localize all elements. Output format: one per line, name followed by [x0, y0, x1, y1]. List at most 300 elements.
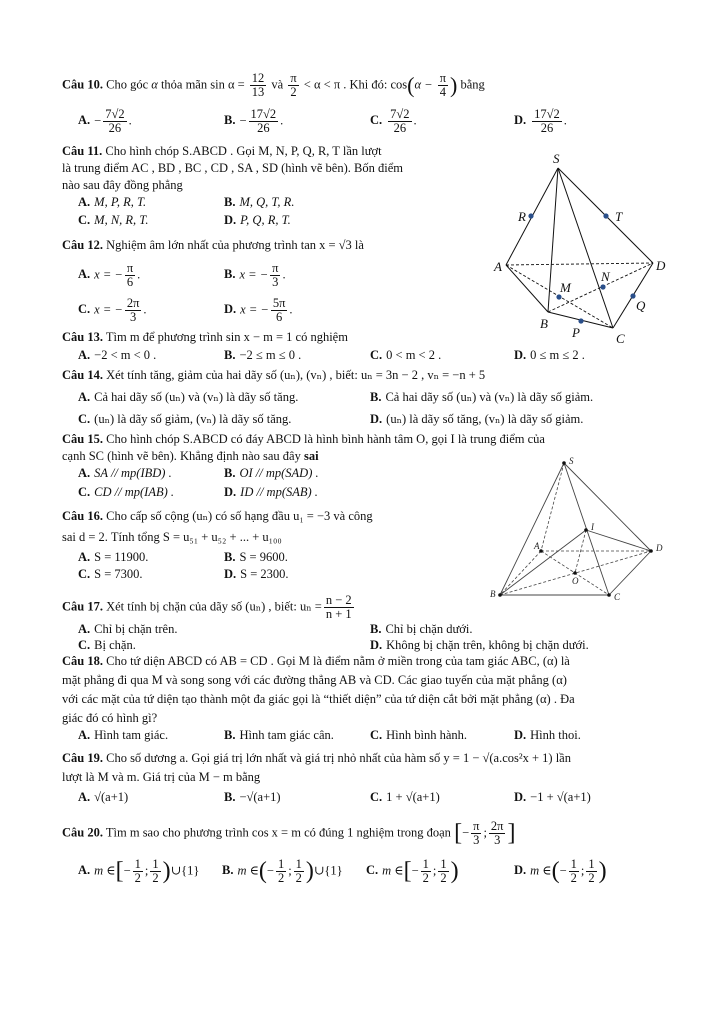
option-label: D.	[514, 728, 527, 742]
fraction	[271, 297, 288, 324]
question-number: Câu 13.	[62, 330, 103, 344]
num: 1	[295, 857, 302, 871]
option-d[interactable]	[514, 728, 581, 743]
option-b[interactable]	[224, 348, 301, 363]
text: lượt là M và m. Giá trị của M − m bằng	[62, 770, 261, 784]
option-text: Chỉ bị chặn dưới.	[385, 622, 473, 636]
option-label: B.	[370, 390, 382, 404]
option-label: A.	[78, 195, 91, 209]
num: n − 2	[325, 593, 352, 607]
option-b[interactable]	[224, 195, 294, 210]
fraction	[133, 858, 143, 885]
option-a[interactable]: A. m ∈[− $\frac{1}{2}$ ; $\frac{1}{2}$ )∪{1}	[78, 857, 200, 885]
label-q: Q	[636, 298, 646, 313]
option-c[interactable]: C. $\frac{7√2}{26}$ .	[370, 107, 417, 135]
option-label: C.	[78, 567, 91, 581]
label-m: M	[560, 280, 571, 295]
bracket: )	[450, 858, 459, 884]
option-text: Cả hai dãy số (uₙ) và (vₙ) là dãy số giảm.	[385, 390, 594, 404]
option-text: SA // mp(IBD) .	[94, 466, 172, 480]
option-label: B.	[370, 622, 382, 636]
fraction	[532, 108, 562, 135]
edge-sb	[500, 463, 564, 595]
option-text: ID // mp(SAB) .	[240, 485, 318, 499]
label-o: O	[572, 576, 579, 586]
label-s: S	[569, 456, 574, 466]
text: giác đó có hình gì?	[62, 711, 158, 725]
text: Nghiệm âm lớn nhất của phương trình tan x = √3 là	[106, 238, 364, 252]
option-label: A.	[78, 728, 91, 742]
option-text: OI // mp(SAD) .	[239, 466, 319, 480]
num: 5π	[272, 296, 286, 310]
point-t	[603, 213, 608, 218]
option-label: D.	[224, 213, 237, 227]
fraction	[150, 858, 160, 885]
option-text: M, Q, T, R.	[239, 195, 295, 209]
den: 26	[540, 121, 554, 135]
math: α −	[414, 77, 433, 92]
text: Xét tính tăng, giảm của hai dãy số (uₙ), (vₙ) , biết: uₙ = 3n − 2 , vₙ = −n + 5	[106, 368, 486, 382]
option-label: D.	[224, 302, 237, 317]
option-label: B.	[222, 863, 234, 878]
text: nào sau đây đồng phẳng	[62, 178, 183, 192]
option-text: S = 11900.	[94, 550, 149, 564]
option-d[interactable]	[514, 790, 591, 805]
option-text: Chỉ bị chặn trên.	[94, 622, 178, 636]
point-s	[562, 461, 566, 465]
num: π	[473, 819, 480, 833]
option-text: (uₙ) là dãy số giảm, (vₙ) là dãy số tăng.	[94, 412, 292, 426]
option-c[interactable]	[370, 728, 467, 743]
option-label: D.	[224, 485, 237, 499]
option-text: m ∈	[94, 863, 116, 878]
suffix: ∪{1}	[170, 863, 200, 878]
option-text: m ∈	[530, 863, 552, 878]
fraction	[288, 72, 298, 99]
fraction	[125, 297, 142, 324]
num: 1	[134, 857, 141, 871]
edge-cd	[609, 551, 651, 595]
label-c: C	[616, 331, 625, 346]
question-19-line-2	[62, 770, 260, 785]
option-d[interactable]	[224, 213, 291, 228]
den: 2	[570, 871, 577, 885]
option-label: C.	[78, 302, 91, 317]
option-label: D.	[370, 412, 383, 426]
option-text: Hình tam giác.	[94, 728, 169, 742]
num: 7√2	[105, 107, 125, 121]
option-a[interactable]: A. − $\frac{7√2}{26}$ .	[78, 107, 132, 135]
option-text: Không bị chặn trên, không bị chặn dưới.	[386, 638, 589, 652]
num: 7√2	[390, 107, 410, 121]
fraction	[388, 108, 411, 135]
option-b[interactable]	[224, 790, 281, 805]
den: 2	[134, 871, 141, 885]
option-c[interactable]	[370, 790, 440, 805]
text: thỏa mãn sin α =	[160, 77, 245, 92]
label-b: B	[540, 316, 548, 331]
question-18-line-1	[62, 654, 570, 669]
den: 13	[251, 85, 265, 99]
option-c[interactable]	[78, 638, 136, 653]
option-a[interactable]	[78, 728, 168, 743]
fraction	[324, 594, 354, 621]
option-b[interactable]	[370, 622, 472, 637]
den: 2	[588, 871, 595, 885]
option-label: B.	[224, 466, 236, 480]
label-i: I	[591, 522, 594, 532]
num: 1	[152, 857, 159, 871]
sign: −	[94, 113, 102, 128]
option-label: C.	[366, 863, 379, 878]
option-label: C.	[78, 485, 91, 499]
text: với các mặt của tứ diện tạo thành một đa giác gọi là “thiết diện” của tứ diện cắt bởi mặt phẳng (α) . Đa	[62, 692, 575, 706]
label-t: T	[615, 209, 623, 224]
den: 2	[290, 85, 297, 99]
option-text: −√(a+1)	[239, 790, 281, 804]
num: 1	[277, 857, 285, 871]
option-label: D.	[224, 567, 237, 581]
option-label: C.	[78, 412, 91, 426]
option-label: B.	[224, 195, 236, 209]
option-c[interactable]: C. x = − $\frac{2\pi}{3}$ .	[78, 296, 147, 324]
edge-ab	[506, 265, 548, 312]
bracket: [	[115, 858, 124, 884]
point-p	[578, 318, 583, 323]
option-label: A.	[78, 267, 91, 282]
bracket: ]	[507, 820, 516, 846]
question-10-stem	[62, 72, 485, 99]
option-c[interactable]	[78, 213, 148, 228]
label-c: C	[614, 592, 621, 602]
option-c[interactable]	[78, 567, 143, 582]
label-a: A	[494, 259, 502, 274]
pyramid-figure-2	[480, 450, 680, 610]
bracket: )	[162, 858, 171, 884]
text: Tìm m sao cho phương trình cos x = m có đúng 1 nghiệm trong đoạn	[105, 825, 451, 840]
option-text: −2 ≤ m ≤ 0 .	[239, 348, 302, 362]
option-label: C.	[370, 790, 383, 804]
option-a[interactable]	[78, 466, 172, 481]
den: 6	[126, 275, 134, 289]
num: 12	[251, 71, 265, 85]
option-label: D.	[514, 348, 527, 362]
label-a: A	[534, 541, 540, 551]
label-s: S	[553, 151, 560, 166]
text: Xét tính bị chặn của dãy số (uₙ) , biết: uₙ =	[106, 599, 322, 614]
den: 26	[393, 121, 407, 135]
option-d[interactable]	[514, 348, 585, 363]
option-text: S = 7300.	[94, 567, 143, 581]
option-text: P, Q, R, T.	[240, 213, 291, 227]
point-o	[573, 571, 577, 575]
option-text: Hình thoi.	[530, 728, 581, 742]
label-n: N	[601, 269, 610, 284]
option-d[interactable]: D. x = − $\frac{5\pi}{6}$ .	[224, 296, 293, 324]
option-text: Hình tam giác cân.	[239, 728, 334, 742]
option-text: 0 ≤ m ≤ 2 .	[530, 348, 585, 362]
point-c	[607, 593, 611, 597]
num: π	[272, 261, 279, 275]
option-text: m ∈	[382, 863, 404, 878]
option-label: D.	[514, 790, 527, 804]
question-number: Câu 19.	[62, 751, 103, 765]
den: 2	[277, 871, 285, 885]
option-text: −2 < m < 0 .	[94, 348, 157, 362]
suffix: ∪{1}	[313, 863, 343, 878]
option-text: √(a+1)	[94, 790, 129, 804]
bracket: (	[551, 858, 560, 884]
option-label: A.	[78, 790, 91, 804]
option-c[interactable]	[78, 411, 291, 427]
text: Cho hình chóp S.ABCD . Gọi M, N, P, Q, R, T lần lượt	[105, 144, 382, 158]
option-c[interactable]: C. m ∈[− $\frac{1}{2}$ ; $\frac{1}{2}$ )	[366, 857, 459, 885]
text: Cho số dương a. Gọi giá trị lớn nhất và giá trị nhỏ nhất của hàm số y = 1 − √(a.cos²x + 1) lần	[106, 751, 571, 765]
option-label: A.	[78, 622, 91, 636]
den: 4	[439, 85, 447, 99]
question-18-line-3	[62, 692, 575, 707]
bracket: )	[305, 858, 314, 884]
option-b[interactable]	[224, 728, 334, 743]
option-text: x = −	[94, 302, 123, 317]
option-label: A.	[78, 863, 91, 878]
den: 3	[473, 833, 480, 847]
option-a[interactable]	[78, 550, 148, 565]
text: Cho tứ diện ABCD có AB = CD . Gọi M là điểm nằm ở miền trong của tam giác ABC, (α) là	[106, 654, 570, 668]
fraction	[270, 262, 280, 289]
option-d[interactable]	[224, 485, 318, 500]
option-label: B.	[224, 728, 236, 742]
fraction	[489, 820, 506, 847]
point-r	[528, 213, 533, 218]
point-a	[539, 549, 543, 553]
question-number: Câu 10.	[62, 77, 103, 92]
label-d: D	[656, 258, 666, 273]
option-label: C.	[78, 638, 91, 652]
text: và	[271, 77, 284, 92]
den: 3	[494, 833, 501, 847]
question-number: Câu 17.	[62, 599, 103, 614]
option-label: C.	[370, 728, 383, 742]
num: 1	[570, 857, 577, 871]
option-d[interactable]: D. $\frac{17√2}{26}$ .	[514, 107, 567, 135]
num: 2π	[490, 819, 504, 833]
option-label: A.	[78, 348, 91, 362]
option-a[interactable]	[78, 389, 298, 405]
num: 17√2	[250, 107, 277, 121]
fraction	[569, 858, 579, 885]
option-label: C.	[370, 348, 383, 362]
paren: (	[407, 72, 415, 98]
fraction	[276, 858, 286, 885]
edge-sd	[564, 463, 651, 551]
bracket: [	[454, 820, 463, 846]
option-b[interactable]	[370, 389, 593, 405]
fraction	[250, 72, 267, 99]
option-text: Bị chặn.	[94, 638, 136, 652]
option-text: M, P, R, T.	[94, 195, 147, 209]
text: mặt phẳng đi qua M và song song với các đường thẳng AB và CD. Các giao tuyến của mặt phẳng (α)	[62, 673, 567, 687]
option-a[interactable]: A. x = − $\frac{\pi}{6}$ .	[78, 261, 141, 289]
option-b[interactable]	[224, 550, 288, 565]
den: 6	[275, 310, 283, 324]
point-i	[584, 528, 588, 532]
option-d[interactable]: D. m ∈(− $\frac{1}{2}$ ; $\frac{1}{2}$ )	[514, 857, 607, 885]
text: Cho cấp số cộng (uₙ) có số hạng đầu u₁ = −3 và công	[106, 509, 373, 523]
den: 3	[129, 310, 137, 324]
question-number: Câu 11.	[62, 144, 103, 158]
option-a[interactable]	[78, 622, 177, 637]
option-b[interactable]	[224, 466, 319, 481]
option-label: B.	[224, 348, 236, 362]
point-d	[649, 549, 653, 553]
fraction	[249, 108, 279, 135]
den: 2	[440, 871, 447, 885]
option-text: −1 + √(a+1)	[530, 790, 591, 804]
text: < α < π . Khi đó: cos	[303, 77, 408, 92]
option-d[interactable]	[370, 638, 589, 653]
den: 2	[422, 871, 429, 885]
option-label: B.	[224, 113, 236, 128]
question-11-line-3	[62, 178, 183, 193]
segment-io-hidden	[575, 530, 586, 573]
option-label: D.	[514, 863, 527, 878]
question-16-line-2	[62, 530, 282, 545]
fraction	[103, 108, 126, 135]
question-15-line-2	[62, 449, 319, 464]
question-20-stem: Câu 20. Tìm m sao cho phương trình cos x = m có đúng 1 nghiệm trong đoạn [− $\frac{\pi}{3}$ ; $\frac{2\pi}{3}$ ]	[62, 819, 516, 847]
num: π	[290, 71, 297, 85]
option-label: B.	[224, 790, 236, 804]
bracket: )	[598, 858, 607, 884]
option-text: S = 2300.	[240, 567, 289, 581]
option-b[interactable]: B. m ∈(− $\frac{1}{2}$ ; $\frac{1}{2}$ )∪{1}	[222, 857, 343, 885]
edge-ab-hidden	[500, 551, 541, 595]
option-label: D.	[514, 113, 527, 128]
option-b[interactable]: B. − $\frac{17√2}{26}$ .	[224, 107, 284, 135]
question-18-line-4	[62, 711, 157, 726]
option-d[interactable]	[224, 567, 289, 582]
option-label: A.	[78, 466, 91, 480]
option-text: Cả hai dãy số (uₙ) và (vₙ) là dãy số tăng.	[94, 390, 299, 404]
text: là trung điểm AC , BD , BC , CD , SA , SD (hình vẽ bên). Bốn điểm	[62, 161, 403, 175]
text: cạnh SC (hình vẽ bên). Khẳng định nào sau đây	[62, 449, 301, 463]
num: 2π	[126, 296, 140, 310]
num: 1	[422, 857, 429, 871]
option-text: x = −	[239, 267, 269, 282]
text: Cho góc	[106, 77, 149, 92]
option-text: M, N, R, T.	[94, 213, 149, 227]
point-q	[630, 293, 635, 298]
option-text: Hình bình hành.	[386, 728, 468, 742]
question-11-line-2	[62, 161, 403, 176]
option-text: (uₙ) là dãy số tăng, (vₙ) là dãy số giảm.	[386, 412, 584, 426]
option-c[interactable]	[78, 485, 174, 500]
fraction	[125, 262, 135, 289]
emphasis: sai	[303, 449, 319, 463]
question-14-stem	[62, 367, 485, 383]
option-d[interactable]	[370, 411, 583, 427]
option-label: A.	[78, 390, 91, 404]
num: 1	[588, 857, 595, 871]
text: Cho hình chóp S.ABCD có đáy ABCD là hình bình hành tâm O, gọi I là trung điểm của	[106, 432, 545, 446]
question-11-line-1	[62, 144, 382, 159]
label-d: D	[656, 543, 663, 553]
num: 1	[440, 857, 447, 871]
option-label: B.	[224, 267, 236, 282]
option-text: CD // mp(IAB) .	[94, 485, 175, 499]
option-a[interactable]	[78, 348, 156, 363]
option-a[interactable]	[78, 790, 128, 805]
option-text: m ∈	[237, 863, 259, 878]
option-label: B.	[224, 550, 236, 564]
label-p: P	[572, 325, 580, 340]
fraction	[421, 858, 431, 885]
question-19-line-1	[62, 751, 571, 766]
den: 2	[152, 871, 159, 885]
bracket: [	[403, 858, 412, 884]
edge-sa-hidden	[541, 463, 564, 551]
edge-ad-hidden	[506, 263, 653, 265]
point-n	[600, 284, 605, 289]
fraction	[438, 72, 448, 99]
point-m	[556, 294, 561, 299]
den: n + 1	[325, 607, 352, 621]
den: 3	[272, 275, 279, 289]
fraction	[294, 858, 304, 885]
option-text: x = −	[94, 267, 123, 282]
num: π	[126, 261, 134, 275]
point-b	[498, 593, 502, 597]
option-label: C.	[78, 213, 91, 227]
question-number: Câu 14.	[62, 368, 103, 382]
question-number: Câu 18.	[62, 654, 103, 668]
num: 17√2	[534, 107, 560, 121]
question-number: Câu 15.	[62, 432, 103, 446]
question-17-stem	[62, 594, 356, 621]
option-label: A.	[78, 113, 91, 128]
option-a[interactable]	[78, 195, 146, 210]
question-16-line-1	[62, 508, 373, 524]
sign: −	[239, 113, 247, 128]
fraction	[438, 858, 448, 885]
option-text: 0 < m < 2 .	[386, 348, 442, 362]
question-12-stem	[62, 238, 364, 253]
question-13-stem	[62, 330, 348, 345]
option-b[interactable]: B. x = − $\frac{\pi}{3}$ .	[224, 261, 286, 289]
option-text: 1 + √(a+1)	[386, 790, 440, 804]
text: bằng	[460, 77, 485, 92]
label-b: B	[490, 589, 496, 599]
fraction	[471, 820, 481, 847]
option-c[interactable]	[370, 348, 441, 363]
text: Tìm m để phương trình sin x − m = 1 có nghiệm	[105, 330, 348, 344]
den: 26	[108, 121, 122, 135]
bracket: (	[258, 858, 267, 884]
den: 26	[257, 121, 270, 135]
num: π	[439, 71, 447, 85]
paren: )	[450, 72, 458, 98]
option-label: C.	[370, 113, 383, 128]
math: α	[151, 77, 158, 92]
option-label: D.	[370, 638, 383, 652]
question-18-line-2	[62, 673, 567, 688]
den: 2	[295, 871, 302, 885]
question-15-line-1	[62, 432, 545, 447]
question-number: Câu 12.	[62, 238, 103, 252]
edge-sc	[558, 168, 613, 328]
option-text: S = 9600.	[239, 550, 288, 564]
